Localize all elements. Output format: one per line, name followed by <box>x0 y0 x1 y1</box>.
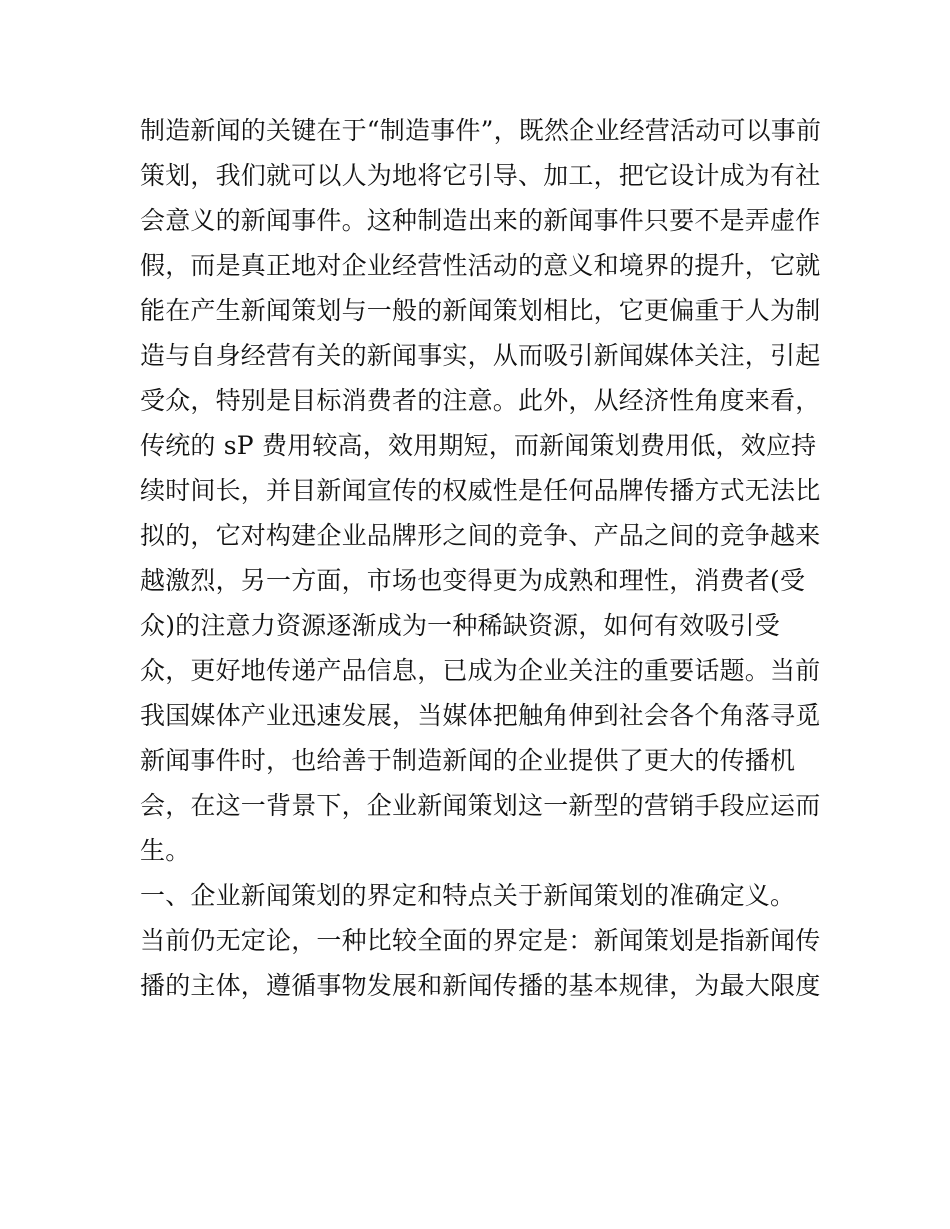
text-line: 制造新闻的关键在于“制造事件”，既然企业经营活动可以事前 <box>140 116 822 145</box>
text-line: 播的主体，遵循事物发展和新闻传播的基本规律，为最大限度 <box>140 971 821 1000</box>
body-text <box>140 108 840 1008</box>
text-line: 众，更好地传递产品信息，已成为企业关注的重要话题。当前 <box>140 656 821 685</box>
text-line: 当前仍无定论，一种比较全面的界定是：新闻策划是指新闻传 <box>140 926 821 955</box>
text-line: 造与自身经营有关的新闻事实，从而吸引新闻媒体关注，引起 <box>140 341 821 370</box>
text-line: 能在产生新闻策划与一般的新闻策划相比，它更偏重于人为制 <box>140 296 821 325</box>
text-line: 我国媒体产业迅速发展，当媒体把触角伸到社会各个角落寻觅 <box>140 701 821 730</box>
text-line: 受众，特别是目标消费者的注意。此外，从经济性角度来看， <box>140 386 821 415</box>
text-line: 会，在这一背景下，企业新闻策划这一新型的营销手段应运而 <box>140 791 821 820</box>
text-line: 续时间长，并目新闻宣传的权威性是任何品牌传播方式无法比 <box>140 476 821 505</box>
text-line: 新闻事件时，也给善于制造新闻的企业提供了更大的传播机 <box>140 746 796 775</box>
text-line: 众)的注意力资源逐渐成为一种稀缺资源，如何有效吸引受 <box>140 611 780 640</box>
text-line: 生。 <box>140 836 191 865</box>
text-line: 会意义的新闻事件。这种制造出来的新闻事件只要不是弄虚作 <box>140 206 821 235</box>
section-heading: 一、企业新闻策划的界定和特点关于新闻策划的准确定义。 <box>140 881 796 910</box>
text-line: 假，而是真正地对企业经营性活动的意义和境界的提升，它就 <box>140 251 821 280</box>
text-line: 策划，我们就可以人为地将它引导、加工，把它设计成为有社 <box>140 161 821 190</box>
text-line: 越激烈，另一方面，市场也变得更为成熟和理性，消费者(受 <box>140 566 806 595</box>
text-line: 拟的，它对构建企业品牌形之间的竞争、产品之间的竞争越来 <box>140 521 821 550</box>
text-line: 传统的 sP 费用较高，效用期短，而新闻策划费用低，效应持 <box>140 431 817 460</box>
